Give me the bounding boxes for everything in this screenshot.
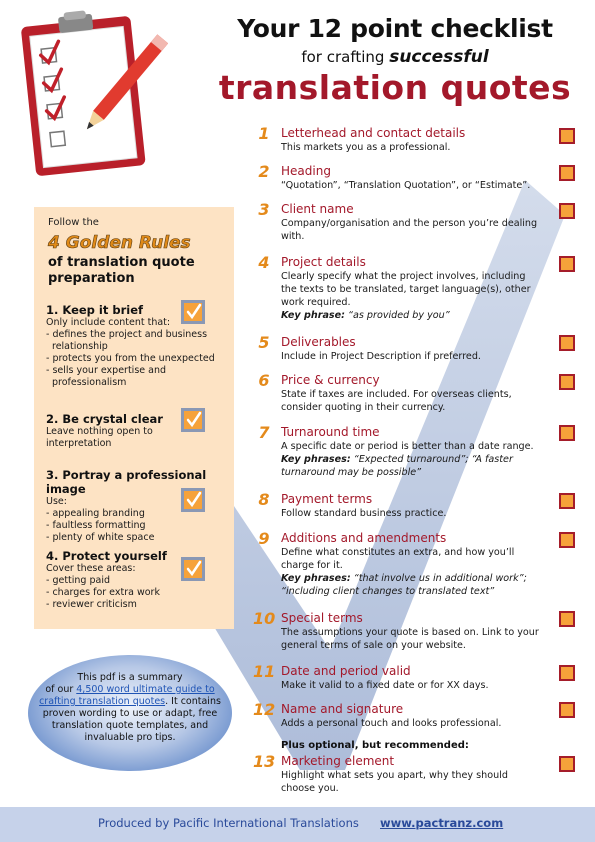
item-number: 2 [258,162,270,181]
checkbox-8[interactable] [559,493,575,509]
checkbox-10[interactable] [559,611,575,627]
item-number: 1 [258,124,270,143]
item-description [281,546,543,598]
key-phrase-label: Key phrases: [281,454,351,465]
item-description: State if taxes are included. For overseas clients, consider quoting in their currency. [281,389,512,413]
subtitle-emphasis: successful [389,47,489,67]
footer-website-link[interactable]: www.pactranz.com [380,816,504,830]
item-heading: Price & currency [281,373,380,387]
guide-link[interactable]: 4,500 word ultimate guide to crafting translation quotes [39,684,215,707]
item-description: Adds a personal touch and looks professional. [281,718,502,729]
checkbox-13[interactable] [559,756,575,772]
item-heading: Payment terms [281,492,373,506]
checkbox-1[interactable] [559,128,575,144]
key-phrase-value: “Expected turnaround”; “A faster turnaround may be possible” [281,454,513,478]
rule-line: - getting paid [46,575,111,586]
page-headline: translation quotes [218,68,572,107]
key-phrase-value: “that involve us in additional work”; “including client changes to translated text” [281,573,527,597]
item-heading: Client name [281,202,354,216]
item-number: 13 [253,752,276,771]
rule-line: Use: [46,496,67,507]
checkbox-9[interactable] [559,532,575,548]
checkbox-3[interactable] [559,203,575,219]
rule-check-icon [181,408,205,432]
item-heading: Letterhead and contact details [281,126,466,140]
rule-heading: 2. Be crystal clear [46,412,163,426]
rule-check-icon [181,557,205,581]
checkbox-5[interactable] [559,335,575,351]
golden-rules-panel [34,207,234,629]
item-number: 9 [258,529,270,548]
rules-subtitle: of translation quote preparation [48,255,195,286]
item-heading: Project details [281,255,366,269]
rule-line: - faultless formatting [46,520,146,531]
item-number: 5 [258,333,270,352]
checkbox-4[interactable] [559,256,575,272]
item-number: 3 [258,200,270,219]
rule-check-icon [181,300,205,324]
item-description: Make it valid to a fixed date or for XX days. [281,680,489,691]
item-heading: Marketing element [281,754,395,768]
item-description: The assumptions your quote is based on. Link to your general terms of sale on your website. [281,627,539,651]
item-heading: Turnaround time [281,425,380,439]
item-heading: Deliverables [281,335,356,349]
checkbox-12[interactable] [559,702,575,718]
summary-text [38,672,222,744]
rule-line: Leave nothing open to [46,426,153,437]
rule-line: professionalism [52,377,127,388]
item-description: “Quotation”, “Translation Quotation”, or “Estimate”. [281,180,531,191]
rule-check-icon [181,488,205,512]
item-desc-text: A specific date or period is better than a date range. [281,441,534,452]
checkbox-2[interactable] [559,165,575,181]
item-desc-text: Define what constitutes an extra, and how you’ll charge for it. [281,547,515,571]
item-number: 6 [258,371,270,390]
item-number: 10 [253,609,276,628]
item-description: This markets you as a professional. [281,142,451,153]
page-title: Your 12 point checklist [237,14,553,43]
rule-line: Only include content that: [46,317,171,328]
rule-line: - sells your expertise and [46,365,167,376]
item-heading: Name and signature [281,702,404,716]
rule-line: - defines the project and business [46,329,208,340]
rule-line: - charges for extra work [46,587,160,598]
checkbox-6[interactable] [559,374,575,390]
item-number: 4 [258,253,270,272]
rule-line: - reviewer criticism [46,599,137,610]
item-number: 12 [253,700,276,719]
rule-line: Cover these areas: [46,563,136,574]
footer-producer: Produced by Pacific International Translations [98,816,359,830]
item-heading: Date and period valid [281,664,411,678]
rule-line: - plenty of white space [46,532,155,543]
summary-line: . It contains proven wording to use or adapt, free translation quote templates, and invaluable pro tips. [42,696,221,743]
key-phrase-label: Key phrases: [281,573,351,584]
rule-line: - protects you from the unexpected [46,353,215,364]
item-description: Highlight what sets you apart, why they should choose you. [281,770,508,794]
rules-intro: Follow the [48,217,99,228]
item-number: 8 [258,490,270,509]
checkbox-11[interactable] [559,665,575,681]
subtitle-prefix: for crafting [301,48,390,66]
item-description [281,270,543,322]
rule-line: - appealing branding [46,508,145,519]
item-description [281,440,543,479]
item-heading: Additions and amendments [281,531,447,545]
optional-label: Plus optional, but recommended: [281,740,469,751]
rule-heading: 3. Portray a professional image [46,468,207,496]
checkbox-7[interactable] [559,425,575,441]
item-desc-text: Clearly specify what the project involves, including the texts to be translated, target language(s), other work required. [281,271,531,308]
item-description: Include in Project Description if preferred. [281,351,481,362]
rule-heading: 1. Keep it brief [46,303,144,317]
rule-text [46,317,226,389]
clipboard-checklist-icon [18,8,168,178]
item-heading: Special terms [281,611,363,625]
key-phrase-label: Key phrase: [281,310,345,321]
item-description: Company/organisation and the person you’re dealing with. [281,218,538,242]
key-phrase-value: “as provided by you” [348,310,450,321]
rule-heading: 4. Protect yourself [46,549,167,563]
summary-line: This pdf is a summary [77,672,183,683]
rules-golden-title: 4 Golden Rules [48,233,191,253]
item-number: 11 [253,662,276,681]
page-subtitle [200,47,590,67]
rule-line: interpretation [46,438,112,449]
summary-line: of our [45,684,77,695]
item-heading: Heading [281,164,331,178]
item-description: Follow standard business practice. [281,508,447,519]
item-number: 7 [258,423,270,442]
rule-line: relationship [52,341,108,352]
